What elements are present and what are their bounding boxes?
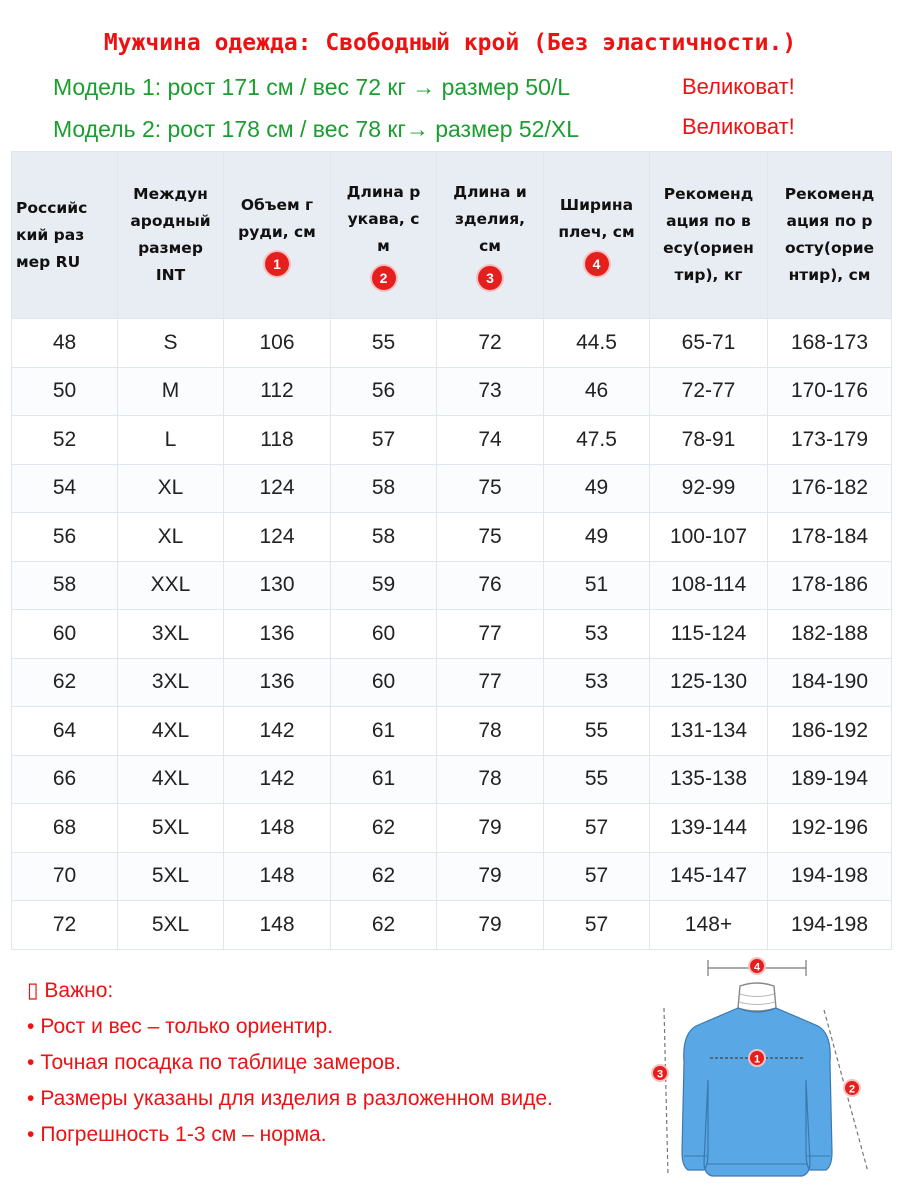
cell-height: 192-196 <box>768 804 892 853</box>
cell-weight: 92-99 <box>650 464 768 513</box>
cell-shoulder: 55 <box>544 707 650 756</box>
cell-ru-size: 56 <box>12 513 118 562</box>
cell-height: 194-198 <box>768 852 892 901</box>
cell-weight: 125-130 <box>650 658 768 707</box>
model-2-info: Модель 2: рост 178 см / вес 78 кг→ размер 52/XL <box>53 116 579 142</box>
cell-height: 176-182 <box>768 464 892 513</box>
cell-height: 186-192 <box>768 707 892 756</box>
cell-int-size: S <box>118 319 224 368</box>
header-height: Рекоменд ация по р осту(орие нтир), см <box>768 152 892 319</box>
cell-height: 173-179 <box>768 416 892 465</box>
table-row <box>12 367 892 416</box>
cell-shoulder: 57 <box>544 804 650 853</box>
table-row <box>12 416 892 465</box>
cell-weight: 72-77 <box>650 367 768 416</box>
cell-ru-size: 50 <box>12 367 118 416</box>
cell-ru-size: 62 <box>12 658 118 707</box>
cell-int-size: XXL <box>118 561 224 610</box>
size-table <box>11 151 892 950</box>
cell-ru-size: 52 <box>12 416 118 465</box>
cell-weight: 100-107 <box>650 513 768 562</box>
cell-ru-size: 54 <box>12 464 118 513</box>
note-item: • Рост и вес – только ориентир. <box>27 1015 334 1038</box>
cell-chest: 118 <box>224 416 331 465</box>
cell-length: 79 <box>437 901 544 950</box>
cell-chest: 136 <box>224 658 331 707</box>
cell-int-size: M <box>118 367 224 416</box>
size-table-body <box>12 319 892 950</box>
header-chest: Объем г руди, см 1 <box>224 152 331 319</box>
table-row <box>12 464 892 513</box>
cell-int-size: 5XL <box>118 804 224 853</box>
cell-chest: 136 <box>224 610 331 659</box>
cell-int-size: 4XL <box>118 755 224 804</box>
cell-ru-size: 70 <box>12 852 118 901</box>
cell-sleeve: 62 <box>331 852 437 901</box>
cell-chest: 142 <box>224 755 331 804</box>
cell-chest: 124 <box>224 464 331 513</box>
cell-ru-size: 58 <box>12 561 118 610</box>
header-shoulder: Ширина плеч, см 4 <box>544 152 650 319</box>
cell-length: 77 <box>437 658 544 707</box>
cell-shoulder: 53 <box>544 610 650 659</box>
table-row <box>12 707 892 756</box>
marker-1-badge: 1 <box>265 252 289 276</box>
marker-3-icon: 3 <box>656 1068 664 1081</box>
model-2-note: Великоват! <box>682 114 795 139</box>
measurement-diagram <box>640 952 900 1192</box>
table-row <box>12 513 892 562</box>
sweater-illustration <box>640 952 900 1192</box>
cell-chest: 106 <box>224 319 331 368</box>
cell-sleeve: 59 <box>331 561 437 610</box>
cell-ru-size: 72 <box>12 901 118 950</box>
cell-int-size: 4XL <box>118 707 224 756</box>
table-row <box>12 804 892 853</box>
cell-shoulder: 49 <box>544 464 650 513</box>
header-weight: Рекоменд ация по в есу(ориен тир), кг <box>650 152 768 319</box>
cell-sleeve: 61 <box>331 707 437 756</box>
cell-int-size: XL <box>118 464 224 513</box>
cell-weight: 139-144 <box>650 804 768 853</box>
cell-length: 79 <box>437 852 544 901</box>
cell-int-size: 3XL <box>118 610 224 659</box>
cell-sleeve: 62 <box>331 804 437 853</box>
cell-length: 76 <box>437 561 544 610</box>
cell-chest: 130 <box>224 561 331 610</box>
model-1-note: Великоват! <box>682 74 795 99</box>
page-title: Мужчина одежда: Свободный крой (Без эластичности.) <box>103 30 797 56</box>
marker-2-icon: 2 <box>848 1083 856 1096</box>
cell-shoulder: 44.5 <box>544 319 650 368</box>
cell-weight: 115-124 <box>650 610 768 659</box>
cell-sleeve: 57 <box>331 416 437 465</box>
marker-4-badge: 4 <box>585 252 609 276</box>
cell-sleeve: 60 <box>331 610 437 659</box>
cell-length: 78 <box>437 707 544 756</box>
cell-int-size: 3XL <box>118 658 224 707</box>
cell-weight: 131-134 <box>650 707 768 756</box>
cell-weight: 135-138 <box>650 755 768 804</box>
cell-ru-size: 66 <box>12 755 118 804</box>
cell-ru-size: 64 <box>12 707 118 756</box>
cell-weight: 78-91 <box>650 416 768 465</box>
cell-weight: 65-71 <box>650 319 768 368</box>
table-row <box>12 755 892 804</box>
cell-length: 79 <box>437 804 544 853</box>
cell-chest: 142 <box>224 707 331 756</box>
cell-int-size: 5XL <box>118 901 224 950</box>
notes-block <box>27 978 553 1159</box>
table-row <box>12 319 892 368</box>
cell-length: 75 <box>437 464 544 513</box>
cell-length: 77 <box>437 610 544 659</box>
cell-int-size: 5XL <box>118 852 224 901</box>
sweater-icon <box>682 1008 832 1176</box>
cell-height: 184-190 <box>768 658 892 707</box>
cell-height: 178-186 <box>768 561 892 610</box>
header-sleeve: Длина р укава, с м 2 <box>331 152 437 319</box>
table-row <box>12 852 892 901</box>
cell-length: 72 <box>437 319 544 368</box>
marker-2-badge: 2 <box>372 266 396 290</box>
cell-sleeve: 60 <box>331 658 437 707</box>
model-1-info: Модель 1: рост 171 см / вес 72 кг → размер 50/L <box>53 74 571 100</box>
cell-ru-size: 68 <box>12 804 118 853</box>
cell-height: 178-184 <box>768 513 892 562</box>
table-row <box>12 901 892 950</box>
cell-weight: 108-114 <box>650 561 768 610</box>
cell-weight: 148+ <box>650 901 768 950</box>
marker-3-badge: 3 <box>478 266 502 290</box>
cell-sleeve: 58 <box>331 513 437 562</box>
cell-ru-size: 48 <box>12 319 118 368</box>
length-measure-line <box>664 1008 668 1176</box>
cell-chest: 148 <box>224 804 331 853</box>
cell-length: 75 <box>437 513 544 562</box>
cell-chest: 148 <box>224 852 331 901</box>
note-item: • Размеры указаны для изделия в разложенном виде. <box>27 1087 553 1110</box>
cell-sleeve: 61 <box>331 755 437 804</box>
cell-chest: 112 <box>224 367 331 416</box>
cell-sleeve: 62 <box>331 901 437 950</box>
notes-title: ▯ Важно: <box>27 979 114 1002</box>
header-length: Длина и зделия, см 3 <box>437 152 544 319</box>
cell-sleeve: 56 <box>331 367 437 416</box>
cell-height: 182-188 <box>768 610 892 659</box>
cell-chest: 148 <box>224 901 331 950</box>
table-row <box>12 561 892 610</box>
cell-int-size: L <box>118 416 224 465</box>
cell-int-size: XL <box>118 513 224 562</box>
cell-shoulder: 53 <box>544 658 650 707</box>
table-row <box>12 658 892 707</box>
marker-4-icon: 4 <box>753 961 761 974</box>
table-header-row <box>12 152 892 319</box>
cell-height: 168-173 <box>768 319 892 368</box>
cell-height: 170-176 <box>768 367 892 416</box>
cell-height: 189-194 <box>768 755 892 804</box>
cell-chest: 124 <box>224 513 331 562</box>
cell-shoulder: 57 <box>544 852 650 901</box>
marker-1-icon: 1 <box>753 1053 761 1066</box>
cell-weight: 145-147 <box>650 852 768 901</box>
cell-shoulder: 57 <box>544 901 650 950</box>
note-item: • Погрешность 1-3 см – норма. <box>27 1123 327 1146</box>
cell-ru-size: 60 <box>12 610 118 659</box>
cell-shoulder: 46 <box>544 367 650 416</box>
table-row <box>12 610 892 659</box>
cell-shoulder: 47.5 <box>544 416 650 465</box>
cell-height: 194-198 <box>768 901 892 950</box>
header-int-size: Междун ародный размер INT <box>118 152 224 319</box>
cell-sleeve: 55 <box>331 319 437 368</box>
cell-length: 78 <box>437 755 544 804</box>
note-item: • Точная посадка по таблице замеров. <box>27 1051 401 1074</box>
header-ru-size: Российс кий раз мер RU <box>12 152 118 319</box>
cell-length: 73 <box>437 367 544 416</box>
cell-length: 74 <box>437 416 544 465</box>
cell-sleeve: 58 <box>331 464 437 513</box>
cell-shoulder: 55 <box>544 755 650 804</box>
cell-shoulder: 49 <box>544 513 650 562</box>
cell-shoulder: 51 <box>544 561 650 610</box>
